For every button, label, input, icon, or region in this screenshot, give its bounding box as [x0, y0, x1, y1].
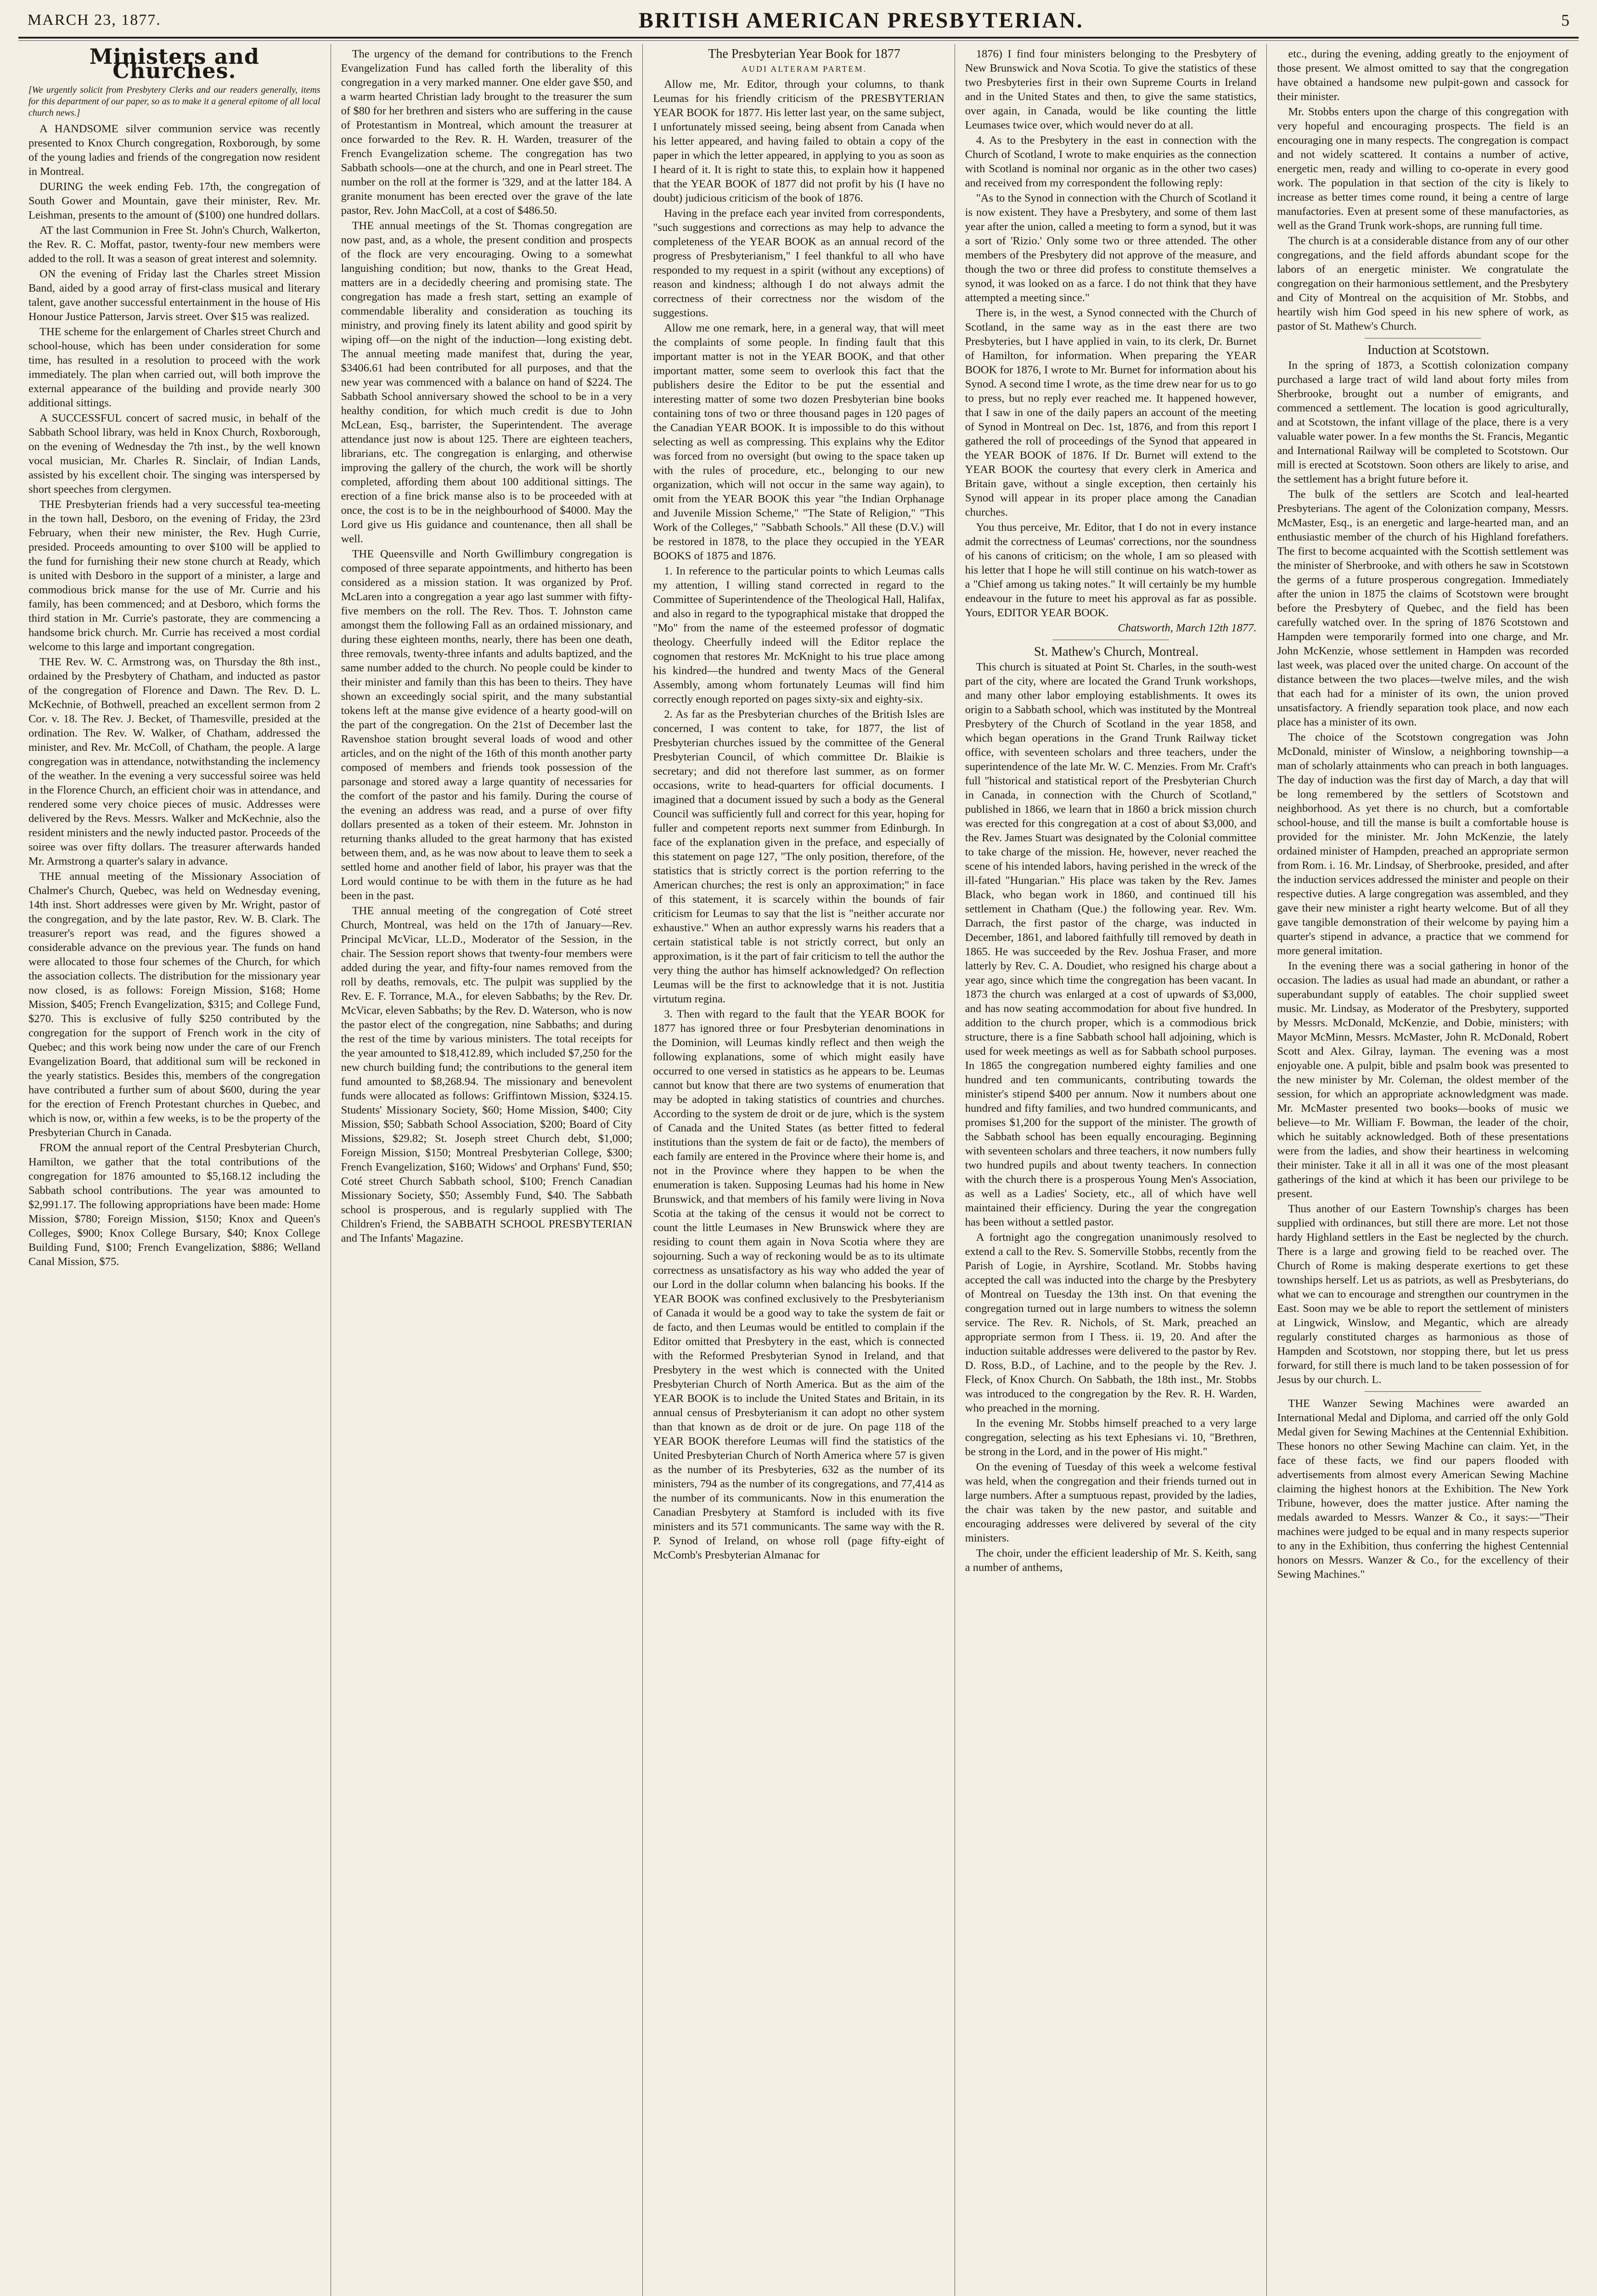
article-paragraph: The bulk of the settlers are Scotch and leal-hearted Presbyterians. The agent of the Colonization company, Messrs. McMaster, Esq., is an energetic and large-hearted man, and an enthusiastic member of the church of his Highland forefathers. The first to become acquainted with the Scottish settlement was the minister of Sherbrooke, and with others he saw in Scotstown the germs of a future prosperous congregation. Immediately after the union in 1875 the claims of Scotstown were brought before the Presbytery of Quebec, and the field has been carefully watched over. In the spring of 1876 Scotstown and Hampden were temporarily formed into one charge, and Mr. John McKenzie, whose settlement in Hampden was recorded last week, was placed over the united charge. On account of the distance between the two places—twelve miles, and the wish that each had for a minister of its own, the union proved unsatisfactory. A friendly separation took place, and now each place has a minister of its own.: [1277, 488, 1569, 728]
news-item: ON the evening of Friday last the Charles street Mission Band, aided by a good array of first-class musical and literary talent, gave another successful entertainment in the house of His Honour Justice Patterson, Jarvis street. Over $15 was realized.: [28, 268, 321, 323]
article-paragraph: Having in the preface each year invited from correspondents, "such suggestions and corrections as may help to advance the completeness of the YEAR BOOK as an annual record of the progress of Presbyterianism," I feel thankful to all who have responded to my request in a spirit (without any exceptions) of reason and kindness; although I do not always admit the correctness of their correctness nor the wisdom of the suggestions.: [653, 207, 945, 319]
news-item: FROM the annual report of the Central Presbyterian Church, Hamilton, we gather that the total contributions of the congregation for 1876 amounted to $5,168.12 including the Sabbath school contributions. The year was amounted to $2,991.17. The following appropriations have been made: Home Mission, $780; Foreign Mission, $150; Knox and Queen's Colleges, $900; Knox College Bursary, $40; Knox College Building Fund, $100; French Evangelization, $886; Welland Canal Mission, $75.: [28, 1142, 321, 1268]
article-title: St. Mathew's Church, Montreal.: [1034, 645, 1199, 659]
news-item: THE annual meeting of the Missionary Association of Chalmer's Church, Quebec, was held on Wednesday evening, 14th inst. Short addresses were given by Mr. Wright, pastor of the congregation, and by the late pastor, Rev. W. B. Clark. The treasurer's report was read, and the figures showed a considerable advance on the previous year. The funds on hand were allocated to those four schemes of the Church, for which the association collects. The distribution for the missionary year now closed, is as follows: Foreign Mission, $168; Home Mission, $405; French Evangelization, $315; and College Fund, $270. This is exclusive of fully $250 contributed by the congregation for the support of French work in the city of Quebec; and this work being now under the care of our French Evangelization Board, that additional sum will be reckoned in the yearly statistics. Besides this, members of the congregation have contributed a further sum of about $600, during the year for the erection of French Protestant churches in Quebec, and which is now, or, within a few weeks, is to be the property of the Presbyterian Church in Canada.: [28, 870, 321, 1139]
column-3: [642, 44, 955, 2296]
article-paragraph: A fortnight ago the congregation unanimously resolved to extend a call to the Rev. S. Somerville Stobbs, recently from the Parish of Logie, in Ayrshire, Scotland. Mr. Stobbs having accepted the call was inducted into the charge by the Presbytery of Montreal on Tuesday the 13th inst. On that evening the congregation turned out in large numbers to witness the solemn service. The Rev. R. Nichols, of St. Mark, preached an appropriate sermon from I Thess. ii. 19, 20. And after the induction suitable addresses were delivered to the pastor by Rev. D. Ross, B.D., of Lachine, and to the people by the Rev. J. Fleck, of Knox Church. On Sabbath, the 18th inst., Mr. Stobbs was introduced to the congregation by the Rev. R. H. Warden, who preached in the morning.: [965, 1231, 1257, 1414]
article-paragraph: The choir, under the efficient leadership of Mr. S. Keith, sang a number of anthems,: [965, 1547, 1257, 1574]
advertisement-paragraph: THE Wanzer Sewing Machines were awarded an International Medal and Diploma, and carried off the only Gold Medal given for Sewing Machines at the Centennial Exhibition. These honors no other Sewing Machine can claim. Yet, in the face of these facts, we find our papers flooded with advertisements from almost every American Sewing Machine claiming the highest honors at the Exhibition. The New York Tribune, however, does the matter justice. After naming the medals awarded to Messrs. Wanzer & Co., it says:—"Their machines were judged to be equal and in many respects superior to any in the Exhibition, thus conferring the highest Centennial honors on Messrs. Wanzer & Co., for the excellency of their Sewing Machines.": [1277, 1397, 1569, 1581]
article-paragraph: This church is situated at Point St. Charles, in the south-west part of the city, where are located the Grand Trunk workshops, and many other labor employing establishments. It owes its origin to a Sabbath school, which was instituted by the Montreal Presbytery of the Church of Scotland in the year 1858, and which began operations in the Grand Trunk Railway ticket office, with seventeen scholars and three teachers, under the superintendence of the late Mr. W. C. Menzies. From Mr. Craft's full "historical and statistical report of the Presbyterian Church in Canada, in connection with the Church of Scotland," published in 1866, we learn that in 1860 a brick mission church was erected for this congregation at a cost of about $3,000, and the Rev. James Stuart was designated by the Colonial committee to take charge of the mission. He, however, never reached the scene of his intended labors, having perished in the wreck of the ill-fated "Hungarian." His place was taken by the Rev. James Black, who began work in 1860, and continued till his settlement in Chatham (Que.) the following year. Rev. Wm. Darrach, the first pastor of the charge, was inducted in December, 1861, and labored faithfully till removed by death in 1865. He was succeeded by the Rev. Joshua Fraser, and more latterly by Rev. C. A. Doudiet, who resigned his charge about a year ago, since which time the congregation has been vacant. In 1873 the church was enlarged at a cost of upwards of $3,000, and has now seating accommodation for about five hundred. In addition to the church proper, which is a commodious brick structure, there is a fine Sabbath school hall adjoining, which is used for week meetings as well as for Sabbath school purposes. In 1865 the congregation numbered eighty families and one hundred and ten communicants, contributing towards the minister's stipend $400 per annum. Now it numbers about one hundred and fifty families, and two hundred communicants, and promises $1,200 for the support of the minister. The growth of the Sabbath school has been equally encouraging. Beginning with seventeen scholars and three teachers, it now numbers fully two hundred pupils and about twenty teachers. In connection with the church there is a prosperous Young Men's Association, as well as a Ladies' Society, etc., all of which have well maintained their efficiency. During the year the congregation has been without a settled pastor.: [965, 661, 1257, 1228]
news-item: The urgency of the demand for contributions to the French Evangelization Fund has called forth the liberality of this congregation in a very marked manner. One elder gave $50, and a warm hearted Christian lady brought to the treasurer the sum of $80 for her brethren and sisters who are suffering in the cause of Protestantism in Montreal, which amount the treasurer at once forwarded to the Rev. R. H. Warden, treasurer of the French Evangelization scheme. The congregation has two Sabbath schools—one at the church, and one in Pearl street. The number on the roll at the former is '329, and at the latter 184. A granite monument has been erected over the grave of the late pastor, Rev. John MacColl, at a cost of $486.50.: [341, 48, 633, 217]
news-item: THE annual meeting of the congregation of Coté street Church, Montreal, was held on the 17th of January—Rev. Principal McVicar, LL.D., Moderator of the Session, in the chair. The Session report shows that twenty-four members were added during the year, and fifty-four names removed from the roll by deaths, removals, etc. The pulpit was supplied by the Rev. E. F. Torrance, M.A., for eleven Sabbaths; by the Rev. Dr. McVicar, eleven Sabbaths; by the Rev. D. Waterson, who is now the pastor elect of the congregation, nine Sabbaths; and during the rest of the time by various ministers. The total receipts for the year amounted to $18,412.89, which included $7,250 for the new church building fund; the contributions to the general item fund amounted to $8,268.94. The missionary and benevolent funds were allocated as follows: Griffintown Mission, $324.15. Students' Missionary Society, $60; Home Mission, $400; City Mission, $50; Sabbath School Association, $200; Board of City Missions, $29.82; St. Joseph street Church debt, $1,000; Foreign Mission, $150; Montreal Presbyterian College, $300; French Evangelization, $160; Widows' and Orphans' Fund, $50; Coté street Church Sabbath school, $100; French Canadian Missionary Society, $50; Assembly Fund, $40. The Sabbath school is prosperous, and is regularly supplied with The Children's Friend, the SABBATH SCHOOL PRESBYTERIAN and The Infants' Magazine.: [341, 905, 633, 1244]
article-paragraph: 4. As to the Presbytery in the east in connection with the Church of Scotland, I wrote to make enquiries as the connection with Scotland is nominal nor organic as in the other two cases) and received from my correspondent the following reply:: [965, 134, 1257, 189]
article-paragraph: In the evening Mr. Stobbs himself preached to a very large congregation, selecting as his text Ephesians vi. 10, "Brethren, be strong in the Lord, and in the power of His might.": [965, 1417, 1257, 1458]
article-title: The Presbyterian Year Book for 1877: [708, 47, 900, 61]
news-item: THE Rev. W. C. Armstrong was, on Thursday the 8th inst., ordained by the Presbytery of Chatham, and inducted as pastor of the congregation of Florence and Dawn. The Rev. D. L. McKechnie, of Bothwell, preached an excellent sermon from 2 Cor. v. 18. The Rev. J. Becket, of Thamesville, presided at the ordination. The Rev. W. Walker, of Chatham, addressed the minister, and Rev. Mr. McColl, of Chatham, the people. A large congregation was in attendance, notwithstanding the inclemency of the weather. In the evening a very successful soiree was held in the Florence Church, an efficient choir was in attendance, and rendered some very choice pieces of music. Addresses were delivered by the Revs. Messrs. Walker and McKechnie, also the resident ministers and the newly inducted pastor. Proceeds of the soiree was over fifty dollars. The treasurer afterwards handed Mr. Armstrong a quarter's salary in advance.: [28, 656, 321, 867]
article-paragraph: Allow me one remark, here, in a general way, that will meet the complaints of some people. In finding fault that this important matter is not in the YEAR BOOK, and that other important matter, some seem to overlook this fact that the publishers desire the Editor to be put the essential and interesting matter of some two dozen Presbyterian bine books containing tons of two or three thousand pages in 120 pages of the Canadian YEAR BOOK. It is impossible to do this without selecting as well as compressing. This explains why the Editor was forced from no oversight (but owing to the space taken up with the rules of procedure, etc., belonging to our new organization, which will not occur in the same way again), to omit from the YEAR BOOK this year "the Indian Orphanage and Juvenile Mission Scheme," "The State of Religion," "This Work of the Colleges," "Sabbath Schools." All these (D.V.) will be restored in 1878, to the place they occupied in the YEAR BOOKS of 1875 and 1876.: [653, 322, 945, 562]
article-paragraph: The choice of the Scotstown congregation was John McDonald, minister of Winslow, a neighboring township—a man of scholarly attainments who can preach in both languages. The day of induction was the first day of March, a day that will be long remembered by the settlers of Scotstown and neighborhood. As yet there is no church, but a comfortable school-house, and till the manse is built a comfortable house is provided for the minister. Mr. John McKenzie, the lately ordained minister of Hampden, preached an appropriate sermon from Rom. i. 16. Mr. Lindsay, of Sherbrooke, presided, and after the induction services addressed the minister and people on their respective duties. A large congregation was assembled, and they gave their new minister a right hearty welcome. But of all they gave tangible demonstration of their welcome by paying him a quarter's stipend in advance, a practice that we commend for more general imitation.: [1277, 731, 1569, 957]
section-title: Ministers and Churches.: [89, 44, 259, 83]
news-item: AT the last Communion in Free St. John's Church, Walkerton, the Rev. R. C. Moffat, pastor, twenty-four new members were added to the roll. It was a season of great interest and solemnity.: [28, 224, 321, 265]
article-paragraph: There is, in the west, a Synod connected with the Church of Scotland, in the same way as in the east there are two Presbyteries, but I have applied in vain, to its clerk, Dr. Burnet of Hamilton, for information. When preparing the YEAR BOOK for 1876, I wrote to Mr. Burnet for information about his Synod. A second time I wrote, as the time drew near for us to go to press, but no reply ever reached me. It happened however, that I saw in one of the daily papers an account of the meeting of Synod in Montreal on Dec. 1st, 1876, and from this report I gathered the roll of proceedings of the Synod that appeared in the YEAR BOOK of 1876. If Dr. Burnet will extend to the YEAR BOOK the courtesy that every clerk in America and Britain gave, without a single exception, then certainly his Synod will appear in its proper place among the Canadian churches.: [965, 307, 1257, 518]
article-paragraph: You thus perceive, Mr. Editor, that I do not in every instance admit the correctness of Leumas' corrections, nor the soundness of his canons of criticism; on the whole, I am so pleased with his letter that I hope he will still continue on his watch-tower as a "Chief among us taking notes." It will certainly be my humble endeavour in the future to meet his approval as far as possible. Yours, EDITOR YEAR BOOK.: [965, 521, 1257, 619]
news-item: THE Presbyterian friends had a very successful tea-meeting in the town hall, Desboro, on the evening of Friday, the 23rd February, when their new minister, the Rev. Hugh Currie, presided. Proceeds amounting to over $100 will be applied to the fund for furnishing their new stone church at Ready, which is united with Desboro in the support of a minister, a large and commodious brick manse for the use of Mr. Currie and his family, has been commenced; and at Desboro, which forms the third station in Mr. Currie's pastorate, they are commencing a handsome brick church. Mr. Currie has received a most cordial welcome to this large and important congregation.: [28, 498, 321, 653]
column-5: [1266, 44, 1579, 2296]
article-paragraph: 1. In reference to the particular points to which Leumas calls my attention, I willing stand corrected in regard to the Committee of Superintendence of the Theological Hall, Halifax, and also in regard to the typographical mistake that dropped the "Mo" from the name of the esteemed professor of dogmatic theology. Cheerfully indeed will the Editor replace the cognomen that restores Mr. McKnight to his true place among his kindred—the hundred and twenty Macs of the General Assembly, among whom fortunately Leumas will find him correctly enough reported on pages sixty-six and eighty-six.: [653, 565, 945, 705]
divider: [1365, 1391, 1481, 1392]
article-paragraph: Mr. Stobbs enters upon the charge of this congregation with very hopeful and encouraging prospects. The field is an encouraging one in many respects. The congregation is compact and not widely scattered. It contains a number of active, energetic men, ready and willing to co-operate in every good work. The population in that section of the city is likely to increase as better times come round, it being a centre of large manufactories. Even at present some of these manufactories, as well as the Grand Trunk work-shops, are running full time.: [1277, 106, 1569, 232]
masthead-title: BRITISH AMERICAN PRESBYTERIAN.: [638, 8, 1084, 33]
article-paragraph: On the evening of Tuesday of this week a welcome festival was held, when the congregation and their friends turned out in large numbers. After a sumptuous repast, provided by the ladies, the chair was taken by the new pastor, and suitable and encouraging addresses were delivered by several of the city ministers.: [965, 1461, 1257, 1544]
news-item: THE Queensville and North Gwillimbury congregation is composed of three separate appointments, and hitherto has been considered as a mission station. It was organized by Prof. McLaren into a congregation a year ago last summer with fifty-five members on the roll. The Rev. Thos. T. Johnston came amongst them the following Fall as an ordained missionary, and during these eighteen months, nearly, there has been one death, three removals, twenty-three infants and adults baptized, and the same number added to the church. No people could be kinder to their minister and family than this has been to theirs. They have shown an exceedingly social spirit, and the many substantial tokens left at the manse give evidence of a hearty good-will on the part of the congregation. On the 21st of December last the Ravenshoe station brought several loads of wood and other articles, and on the night of the 16th of this month another party composed of members and friends took possession of the parsonage and stored away a large quantity of necessaries for the comfort of the pastor and his family. During the course of the evening an address was read, and a purse of over fifty dollars presented as a token of their esteem. Mr. Johnston in returning thanks alluded to the great harmony that has existed between them, and, as he was now about to leave them to seek a settled home and another field of labor, his prayer was that the Lord would continue to be with them in the future as he had been in the past.: [341, 548, 633, 902]
article-paragraph: In the spring of 1873, a Scottish colonization company purchased a large tract of wild land about forty miles from Sherbrooke, brought out a number of emigrants, and commenced a settlement. The location is good agriculturally, and at Scotstown, the infant village of the place, there is a very valuable water power. In a few months the St. Francis, Megantic and International Railway will be completed to Scotstown. Our mill is erected at Scotstown. Soon others are likely to arise, and the settlement has a bright future before it.: [1277, 359, 1569, 485]
page-number: 5: [1561, 11, 1569, 29]
article-paragraph: 3. Then with regard to the fault that the YEAR BOOK for 1877 has ignored three or four Presbyterian denominations in the Dominion, will Leumas kindly reflect and then weigh the following explanations, some of which might easily have occurred to one versed in statistics as he appears to be. Leumas cannot but know that there are two systems of enumeration that may be adopted in taking statistics of countries and churches. According to the system de droit or de jure, which is the system of Canada and the United States (as better fitted to federal institutions than the system de fait or de facto), the members of each family are entered in the Province where their home is, and not in the Province where they happen to be when the enumeration is taken. Supposing Leumas had his home in New Brunswick, and that members of his family were living in Nova Scotia at the taking of the census it would not be correct to count the little Leumases in New Brunswick where they are residing to count them again in Nova Scotia where they are sojourning. Such a way of reckoning would be as to its ultimate correctness as unsatisfactory as his way who added the year of our Lord in the dollar column when balancing his books. If the YEAR BOOK was confined exclusively to the Presbyterianism of Canada it would be a good way to take the system de fait or de facto, and then Leumas would be entitled to complain if the Editor omitted that Presbytery in the east, which is connected with the Reformed Presbyterian Synod in Ireland, and that Presbytery in the west which is connected with the United Presbyterian Church of North America. But as the aim of the YEAR BOOK is to include the United States and Britain, in its annual census of Presbyterianism it can adopt no other system than that known as de droit or de jure. On page 118 of the YEAR BOOK therefore Leumas will find the statistics of the United Presbyterian Church of North America where 57 is given as the number of its Presbyteries, 632 as the number of its ministers, 794 as the number of its congregations, and 77,414 as the number of its communicants. Now in this enumeration the Canadian Presbytery at Stamford is included with its five ministers and its 571 communicants. The same way with the R. P. Synod of Ireland, on whose roll (page fifty-eight of McComb's Presbyterian Almanac for: [653, 1008, 945, 1561]
head-rule-thin: [18, 40, 1579, 41]
columns: [18, 44, 1579, 2296]
article-title: Induction at Scotstown.: [1367, 343, 1490, 357]
article-paragraph: 1876) I find four ministers belonging to the Presbytery of New Brunswick and Nova Scotia. To give the statistics of these two Presbyteries first in their own Supreme Courts in Ireland and in the United States and then, to give the same statistics, over again, in Canada, would be like counting the little Leumases twice over, which would never do at all.: [965, 48, 1257, 131]
news-item: THE annual meetings of the St. Thomas congregation are now past, and, as a whole, the present condition and prospects of the flock are very encouraging. Owing to a somewhat languishing condition; but now, thanks to the Great Head, matters are in a decidedly cheering and promising state. The congregation has made a fresh start, setting an example of commendable liberality and consideration as touching its ministry, and proving finely its latent ability and good spirit by wiping off—on the night of the induction—long existing debt. The annual meeting made manifest that, during the year, $3406.61 had been contributed for all purposes, and that the new year was commenced with a balance on hand of $224. The Sabbath School anniversary showed the school to be in a very healthy condition, for which much credit is due to John McLean, Esq., barrister, the Superintendent. The average attendance just now is about 125. There are eighteen teachers, librarians, etc. The congregation is enlarging, and otherwise improving the gallery of the church, the work will be shortly completed, affording them about 100 additional sittings. The erection of a fine brick manse also is to be proceeded with at once, the cost is to be in the neighbourhood of $4000. May the Lord give us His guidance and countenance, then all shall be well.: [341, 219, 633, 545]
article-paragraph: Allow me, Mr. Editor, through your columns, to thank Leumas for his friendly criticism of the PRESBYTERIAN YEAR BOOK for 1877. His letter last year, on the same subject, I unfortunately missed seeing, being absent from Canada when his letter appeared, and having failed to obtain a copy of the paper in which the letter appeared, in applying to you as soon as I heard of it. It is right to state this, to explain how it happened that the YEAR BOOK of 1877 did not profit by his (I have no doubt) judicious criticism of the book of 1876.: [653, 78, 945, 204]
article-subtitle: AUDI ALTERAM PARTEM.: [741, 64, 867, 73]
news-item: A HANDSOME silver communion service was recently presented to Knox Church congregation, Roxborough, by some of the young ladies and friends of the congregation now resident in Montreal.: [28, 123, 321, 178]
issue-date: MARCH 23, 1877.: [28, 11, 161, 28]
article-quote: "As to the Synod in connection with the Church of Scotland it is now existent. They have a Presbytery, and some of them last year after the union, called a meeting to form a synod, but it was a sort of 'Rizio.' Only some two or three attended. The other members of the Presbytery did not approve of the measure, and though the two or three did profess to constitute themselves a synod, it was looked on as a farce. I do not think that they have attempted a meeting since.": [965, 192, 1257, 304]
running-head: [28, 8, 1569, 32]
article-paragraph: Thus another of our Eastern Township's charges has been supplied with ordinances, but still there are more. Let not those hardy Highland settlers in the East be neglected by the church. There is a large and growing field to be reached over. The Church of Rome is making desperate exertions to get these townships herself. Let us as patriots, as well as Presbyterians, do what we can to encourage and strengthen our countrymen in the East. Soon may we be able to report the settlement of ministers at Lingwick, Winslow, and Megantic, which are already regularly constituted charges as harmonious as those of Hampden and Scotstown, nor stopping there, but let us press forward, for still there is much land to be taken possession of for Jesus by our church. L.: [1277, 1203, 1569, 1386]
article-paragraph: In the evening there was a social gathering in honor of the occasion. The ladies as usual had made an abundant, or rather a superabundant supply of eatables. The choir supplied sweet music. Mr. Lindsay, as Moderator of the Presbytery, supported by Messrs. McDonald, McKenzie, and Dobie, ministers; with Mayor McMinn, Messrs. McMaster, John R. McDonald, Robert Scott and Alex. Gilray, layman. The evening was a most enjoyable one. A pulpit, bible and psalm book was presented to the new minister by Mr. Coleman, the oldest member of the session, for which an appropriate acknowledgment was made. Mr. McMaster presented two books—books of music we believe—to Mr. William F. Bowman, the leader of the choir, which he suitably acknowledged. Both of these presentations were from the ladies, and show their heartiness in welcoming their minister. Take it all in all it was one of the most pleasant gatherings of the kind at which it has been our privilege to be present.: [1277, 960, 1569, 1200]
article-paragraph: The church is at a considerable distance from any of our other congregations, and the field affords abundant scope for the labors of an energetic minister. We congratulate the congregation on their harmonious settlement, and the Presbytery and City of Montreal on the acquisition of Mr. Stobbs, and heartily wish him God speed in his new sphere of work, as pastor of St. Mathew's Church.: [1277, 235, 1569, 332]
column-1-items: [28, 122, 321, 1269]
news-item: THE scheme for the enlargement of Charles street Church and school-house, which has been under consideration for some time, has resulted in a resolution to proceed with the work immediately. The plan when carried out, will both improve the external appearance of the building and provide nearly 300 additional sittings.: [28, 326, 321, 409]
editor-note: [We urgently solicit from Presbytery Clerks and our readers generally, items for this department of our paper, so as to make it a general epitome of all local church news.]: [28, 85, 321, 118]
news-item: A SUCCESSFUL concert of sacred music, in behalf of the Sabbath School library, was held in Knox Church, Roxborough, on the evening of Wednesday the 7th inst., by the well known vocal musician, Mr. Charles R. Sinclair, of Indian Lands, assisted by his excellent choir. The singing was interspersed by short speeches from clergymen.: [28, 412, 321, 495]
column-4: [955, 44, 1267, 2296]
news-item: DURING the week ending Feb. 17th, the congregation of South Gower and Mountain, gave their minister, Rev. Mr. Leishman, presents to the amount of ($100) one hundred dollars.: [28, 180, 321, 221]
head-rule: [18, 37, 1579, 39]
column-2: [331, 44, 643, 2296]
column-1: [18, 44, 331, 2296]
article-dateline: Chatsworth, March 12th 1877.: [1118, 622, 1257, 634]
article-paragraph: 2. As far as the Presbyterian churches of the British Isles are concerned, I was content to take, for 1877, the list of Presbyterian churches issued by the committee of the General Presbyterian Council, of which committee Dr. Blaikie is secretary; and did not therefore last summer, as on former occasions, write to head-quarters for official documents. I imagined that a document issued by such a body as the General Council was sufficiently full and correct for this year, hoping for fuller and competent reports next summer from Edinburgh. In face of the explanation given in the preface, and especially of this statement on page 127, "The only position, therefore, of the statistics that is strictly correct is the portion referring to the American churches; the rest is only an approximation;" in face of this statement, it is scarcely within the bounds of fair criticism for Leumas to say that the list is "neither accurate nor exhaustive." When an author expressly warns his readers that a certain statistical table is not strictly correct, but only an approximation, is it the part of fair criticism to tell the author the very thing the author has himself acknowledged? On reflection Leumas will be the first to acknowledge that it is not. Justitia virtutum regina.: [653, 708, 945, 1005]
article-paragraph: etc., during the evening, adding greatly to the enjoyment of those present. We almost omitted to say that the congregation have obtained a handsome new pulpit-gown and cassock for their minister.: [1277, 48, 1569, 103]
